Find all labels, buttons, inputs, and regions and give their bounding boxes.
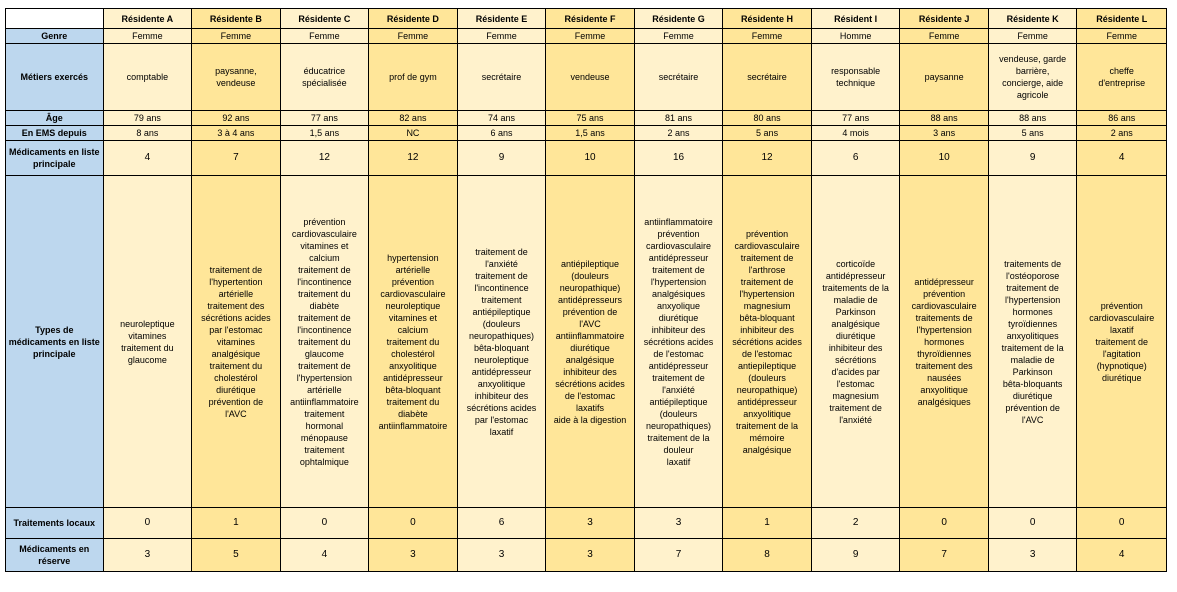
cell-types-medicaments: prévention cardiovasculaire vitamines et calcium traitement de l'incontinence traitement du diabète traitement de l'incontinence traitement du glaucome traitement de l'hypertension artérielle antiinflammatoire traitement hormonal ménopause traitement ophtalmique: [280, 176, 369, 508]
cell-metiers: vendeuse: [546, 44, 635, 111]
resident-header: Résidente A: [103, 9, 192, 29]
cell-age: 92 ans: [192, 111, 281, 126]
cell-ems: 4 mois: [811, 126, 900, 141]
cell-ems: 3 à 4 ans: [192, 126, 281, 141]
cell-metiers: éducatrice spécialisée: [280, 44, 369, 111]
cell-genre: Femme: [546, 29, 635, 44]
cell-metiers: paysanne: [900, 44, 989, 111]
resident-header: Résidente E: [457, 9, 546, 29]
cell-types-medicaments: traitements de l'ostéoporose traitement de l'hypertension hormones tyroïdiennes anxyolitiques traitement de la maladie de Parkinson bêta-bloquants diurétique prévention de l'AVC: [988, 176, 1077, 508]
cell-genre: Femme: [192, 29, 281, 44]
cell-types-medicaments: neuroleptique vitamines traitement du glaucome: [103, 176, 192, 508]
cell-nb-medicaments: 10: [546, 141, 635, 176]
cell-types-medicaments: prévention cardiovasculaire laxatif traitement de l'agitation (hypnotique) diurétique: [1077, 176, 1167, 508]
row-label: Genre: [6, 29, 104, 44]
cell-traitements-locaux: 0: [900, 508, 989, 539]
row-label: Métiers exercés: [6, 44, 104, 111]
cell-age: 81 ans: [634, 111, 723, 126]
cell-genre: Femme: [103, 29, 192, 44]
row-genre: [6, 29, 1167, 44]
cell-types-medicaments: antiinflammatoire prévention cardiovasculaire antidépresseur traitement de l'hypertension analgésiques anxyolique diurétique inhibiteur des sécrétions acides de l'estomac antidépresseur traitement de l'anxiété antiépileptique (douleurs neuropathiques) traitement de la douleur laxatif: [634, 176, 723, 508]
cell-genre: Femme: [900, 29, 989, 44]
cell-ems: 8 ans: [103, 126, 192, 141]
cell-age: 88 ans: [988, 111, 1077, 126]
cell-nb-medicaments: 10: [900, 141, 989, 176]
row-label: Traitements locaux: [6, 508, 104, 539]
cell-nb-medicaments: 9: [988, 141, 1077, 176]
cell-genre: Femme: [280, 29, 369, 44]
resident-header: Résidente D: [369, 9, 458, 29]
cell-traitements-locaux: 3: [634, 508, 723, 539]
cell-metiers: prof de gym: [369, 44, 458, 111]
cell-ems: 2 ans: [634, 126, 723, 141]
row-nb-medicaments: [6, 141, 1167, 176]
cell-genre: Femme: [457, 29, 546, 44]
cell-ems: 5 ans: [988, 126, 1077, 141]
cell-ems: 6 ans: [457, 126, 546, 141]
cell-medicaments-reserve: 3: [369, 539, 458, 572]
row-metiers: [6, 44, 1167, 111]
cell-nb-medicaments: 4: [103, 141, 192, 176]
cell-nb-medicaments: 6: [811, 141, 900, 176]
cell-medicaments-reserve: 8: [723, 539, 812, 572]
cell-medicaments-reserve: 5: [192, 539, 281, 572]
cell-ems: 1,5 ans: [546, 126, 635, 141]
cell-ems: 5 ans: [723, 126, 812, 141]
cell-medicaments-reserve: 3: [103, 539, 192, 572]
resident-header: Résidente K: [988, 9, 1077, 29]
row-label: Types de médicaments en liste principale: [6, 176, 104, 508]
resident-header: Résidente F: [546, 9, 635, 29]
resident-header: Résidente C: [280, 9, 369, 29]
cell-age: 86 ans: [1077, 111, 1167, 126]
cell-traitements-locaux: 2: [811, 508, 900, 539]
cell-genre: Femme: [1077, 29, 1167, 44]
cell-metiers: vendeuse, garde barrière, concierge, aide agricole: [988, 44, 1077, 111]
cell-genre: Femme: [988, 29, 1077, 44]
cell-types-medicaments: traitement de l'hypertention artérielle traitement des sécrétions acides par l'estomac vitamines analgésique traitement du cholestérol diurétique prévention de l'AVC: [192, 176, 281, 508]
cell-medicaments-reserve: 4: [1077, 539, 1167, 572]
cell-types-medicaments: antiépileptique (douleurs neuropathique) antidépresseurs prévention de l'AVC antiinflammatoire diurétique analgésique inhibiteur des sécrétions acides de l'estomac laxatifs aide à la digestion: [546, 176, 635, 508]
cell-nb-medicaments: 4: [1077, 141, 1167, 176]
cell-traitements-locaux: 0: [103, 508, 192, 539]
cell-age: 82 ans: [369, 111, 458, 126]
row-traitements-locaux: [6, 508, 1167, 539]
cell-traitements-locaux: 6: [457, 508, 546, 539]
row-types-medicaments: [6, 176, 1167, 508]
resident-header: Résidente L: [1077, 9, 1167, 29]
cell-types-medicaments: traitement de l'anxiété traitement de l'incontinence traitement antiépileptique (douleurs neuropathiques) bêta-bloquant neuroleptique antidépresseur anxyolitique inhibiteur des sécrétions acides par l'estomac laxatif: [457, 176, 546, 508]
cell-traitements-locaux: 3: [546, 508, 635, 539]
resident-header: Résidente J: [900, 9, 989, 29]
cell-age: 88 ans: [900, 111, 989, 126]
cell-nb-medicaments: 12: [369, 141, 458, 176]
cell-types-medicaments: prévention cardiovasculaire traitement de l'arthrose traitement de l'hypertension magnesium bêta-bloquant inhibiteur des sécrétions acides de l'estomac antiepileptique (douleurs neuropathique) antidépresseur anxyolitique traitement de la mémoire analgésique: [723, 176, 812, 508]
cell-age: 77 ans: [280, 111, 369, 126]
corner-cell: [6, 9, 104, 29]
cell-metiers: secrétaire: [723, 44, 812, 111]
cell-ems: 2 ans: [1077, 126, 1167, 141]
cell-nb-medicaments: 7: [192, 141, 281, 176]
resident-header: Résidente G: [634, 9, 723, 29]
resident-header: Résidente H: [723, 9, 812, 29]
row-age: [6, 111, 1167, 126]
row-medicaments-reserve: [6, 539, 1167, 572]
cell-traitements-locaux: 0: [369, 508, 458, 539]
cell-traitements-locaux: 1: [723, 508, 812, 539]
row-label: Âge: [6, 111, 104, 126]
cell-medicaments-reserve: 4: [280, 539, 369, 572]
cell-age: 80 ans: [723, 111, 812, 126]
cell-metiers: responsable technique: [811, 44, 900, 111]
row-ems: [6, 126, 1167, 141]
cell-types-medicaments: corticoïde antidépresseur traitements de la maladie de Parkinson analgésique diurétique inhibiteur des sécrétions d'acides par l'estomac magnesium traitement de l'anxiété: [811, 176, 900, 508]
cell-age: 75 ans: [546, 111, 635, 126]
cell-nb-medicaments: 16: [634, 141, 723, 176]
cell-metiers: secrétaire: [457, 44, 546, 111]
cell-types-medicaments: antidépresseur prévention cardiovasculaire traitements de l'hypertension hormones thyroïdiennes traitement des nausées anxyolitique analgésiques: [900, 176, 989, 508]
cell-genre: Femme: [723, 29, 812, 44]
header-row: [6, 9, 1167, 29]
cell-metiers: comptable: [103, 44, 192, 111]
cell-metiers: secrétaire: [634, 44, 723, 111]
cell-ems: 1,5 ans: [280, 126, 369, 141]
cell-age: 74 ans: [457, 111, 546, 126]
cell-traitements-locaux: 0: [280, 508, 369, 539]
cell-age: 79 ans: [103, 111, 192, 126]
cell-medicaments-reserve: 3: [546, 539, 635, 572]
resident-header: Résident I: [811, 9, 900, 29]
cell-age: 77 ans: [811, 111, 900, 126]
cell-nb-medicaments: 12: [280, 141, 369, 176]
cell-types-medicaments: hypertension artérielle prévention cardiovasculaire neuroleptique vitamines et calcium traitement du cholestérol anxyolitique antidépresseur bêta-bloquant traitement du diabète antiinflammatoire: [369, 176, 458, 508]
cell-genre: Homme: [811, 29, 900, 44]
cell-traitements-locaux: 0: [988, 508, 1077, 539]
cell-medicaments-reserve: 7: [634, 539, 723, 572]
cell-medicaments-reserve: 3: [988, 539, 1077, 572]
cell-traitements-locaux: 0: [1077, 508, 1167, 539]
cell-traitements-locaux: 1: [192, 508, 281, 539]
cell-ems: NC: [369, 126, 458, 141]
cell-ems: 3 ans: [900, 126, 989, 141]
cell-medicaments-reserve: 9: [811, 539, 900, 572]
row-label: Médicaments en liste principale: [6, 141, 104, 176]
row-label: Médicaments en réserve: [6, 539, 104, 572]
cell-medicaments-reserve: 3: [457, 539, 546, 572]
row-label: En EMS depuis: [6, 126, 104, 141]
cell-nb-medicaments: 12: [723, 141, 812, 176]
cell-medicaments-reserve: 7: [900, 539, 989, 572]
cell-metiers: cheffe d'entreprise: [1077, 44, 1167, 111]
cell-nb-medicaments: 9: [457, 141, 546, 176]
cell-metiers: paysanne, vendeuse: [192, 44, 281, 111]
cell-genre: Femme: [634, 29, 723, 44]
residents-table: [5, 8, 1167, 572]
cell-genre: Femme: [369, 29, 458, 44]
resident-header: Résidente B: [192, 9, 281, 29]
